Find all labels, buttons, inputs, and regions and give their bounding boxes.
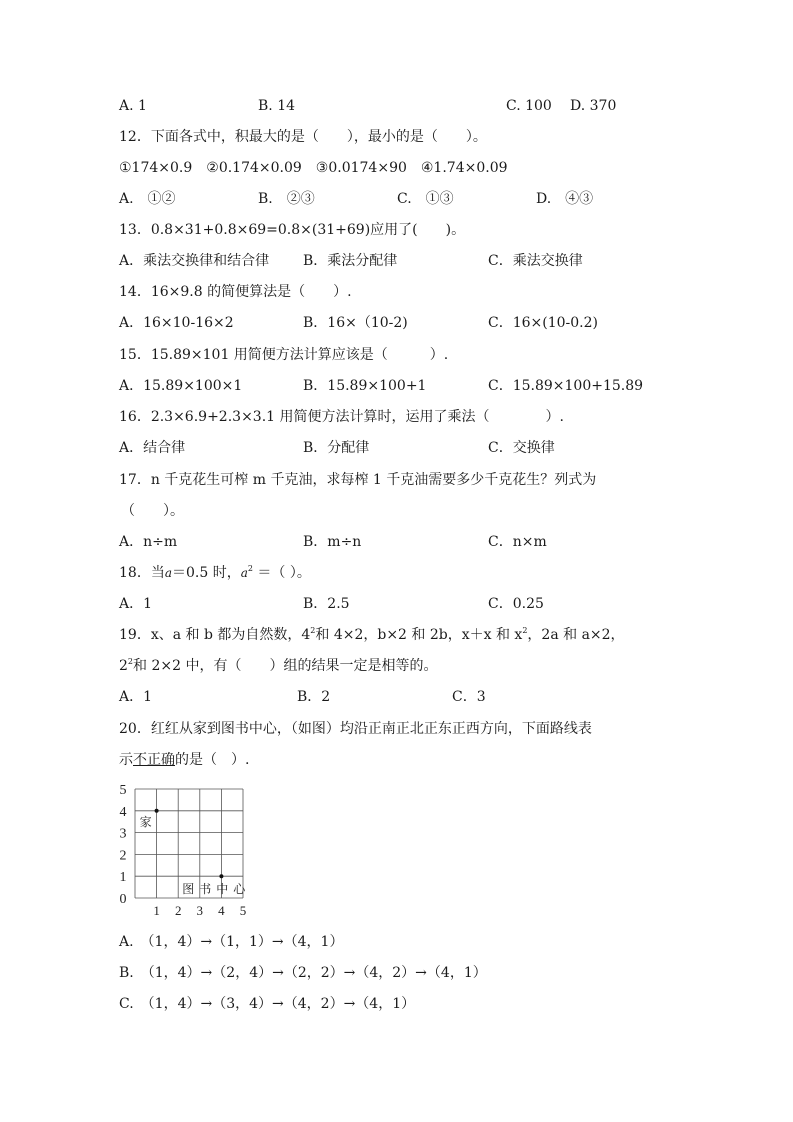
q20-stem-line1: 20．红红从家到图书中心，（如图）均沿正南正北正东正西方向，下面路线表 bbox=[119, 721, 592, 737]
q14-option-b: B．16×（10-2) bbox=[303, 315, 408, 331]
y-tick-label: 1 bbox=[119, 870, 127, 886]
q15-option-c: C．15.89×100+15.89 bbox=[488, 378, 644, 394]
y-tick-label: 2 bbox=[119, 848, 127, 864]
q11-option-b: B. 14 bbox=[258, 98, 296, 114]
x-axis-ticks bbox=[153, 903, 246, 918]
q19-l1-a: 19．x、a 和 b 都为自然数，4 bbox=[119, 627, 311, 643]
q14-stem: 14．16×9.8 的简便算法是（ ）. bbox=[119, 284, 352, 300]
q18-prefix: 18．当 bbox=[119, 565, 165, 581]
q14-option-c: C．16×(10-0.2) bbox=[488, 315, 598, 331]
home-point bbox=[155, 809, 159, 813]
q18-var-a2: a bbox=[240, 566, 248, 580]
q12-option-d: D. ④③ bbox=[536, 191, 594, 207]
q18-suffix: ＝（ ）。 bbox=[257, 565, 311, 581]
q16-option-b: B．分配律 bbox=[303, 440, 370, 456]
q15-option-b: B．15.89×100+1 bbox=[303, 378, 427, 394]
x-tick-label: 2 bbox=[174, 903, 182, 918]
q20-stem-line2 bbox=[119, 750, 249, 770]
q20-option-c: C. （1，4）→（3，4）→（4，2）→（4，1） bbox=[119, 996, 416, 1012]
q20-l2-a: 示 bbox=[119, 752, 133, 768]
q17-option-c: C．n×m bbox=[488, 534, 547, 550]
q17-option-b: B．m÷n bbox=[303, 534, 362, 550]
library-label: 图书中心 bbox=[182, 882, 251, 896]
q11-option-a: A. 1 bbox=[119, 98, 147, 114]
y-tick-label: 4 bbox=[119, 804, 127, 820]
q19-l2-b: 和 2×2 中，有（ ）组的结果一定是相等的。 bbox=[133, 658, 438, 674]
y-tick-label: 5 bbox=[119, 783, 127, 798]
q20-underlined: 不正确 bbox=[133, 752, 175, 768]
q13-option-a: A．乘法交换律和结合律 bbox=[119, 253, 270, 269]
q19-l1-b: 和 4×2，b×2 和 2b，x＋x 和 x bbox=[315, 627, 523, 643]
q20-l2-b: 的是（ ）. bbox=[175, 752, 250, 768]
x-tick-label: 5 bbox=[239, 903, 247, 918]
q16-stem: 16．2.3×6.9+2.3×3.1 用简便方法计算时，运用了乘法（ ）. bbox=[119, 409, 564, 425]
q20-option-b: B. （1，4）→（2，4）→（2，2）→（4，2）→（4，1） bbox=[119, 965, 487, 981]
q18-stem bbox=[119, 563, 311, 583]
q12-option-b: B. ②③ bbox=[258, 191, 315, 207]
q14-option-a: A．16×10-16×2 bbox=[119, 315, 234, 331]
q13-option-b: B．乘法分配律 bbox=[303, 253, 398, 269]
q16-option-a: A．结合律 bbox=[119, 440, 186, 456]
q12-items: ①174×0.9 ②0.174×0.09 ③0.0174×90 ④1.74×0.09 bbox=[119, 160, 508, 176]
y-tick-label: 0 bbox=[119, 892, 127, 907]
q19-option-b: B．2 bbox=[297, 689, 331, 705]
coordinate-grid-figure bbox=[110, 780, 270, 920]
q19-l2-sup: 2 bbox=[127, 657, 134, 666]
x-tick-label: 4 bbox=[218, 903, 225, 918]
q19-option-a: A．1 bbox=[119, 689, 153, 705]
q12-stem: 12．下面各式中，积最大的是（ ），最小的是（ ）。 bbox=[119, 129, 487, 145]
q17-stem-line2: （ ）。 bbox=[121, 503, 184, 519]
q13-stem: 13．0.8×31+0.8×69=0.8×(31+69)应用了( )。 bbox=[119, 222, 466, 238]
y-tick-label: 3 bbox=[119, 826, 127, 842]
q16-option-c: C．交换律 bbox=[488, 440, 555, 456]
q12-option-a: A. ①② bbox=[119, 191, 176, 207]
q19-l1-sup1: 2 bbox=[310, 626, 316, 635]
q19-stem-line2 bbox=[119, 656, 437, 676]
x-tick-label: 3 bbox=[196, 903, 204, 918]
q19-l2-a: 2 bbox=[119, 658, 128, 674]
q18-option-a: A．1 bbox=[119, 596, 153, 612]
q20-option-a: A. （1，4）→（1，1）→（4，1） bbox=[119, 934, 344, 950]
q12-option-c: C. ①③ bbox=[397, 191, 454, 207]
q13-option-c: C．乘法交换律 bbox=[488, 253, 583, 269]
q11-option-c: C. 100 bbox=[506, 98, 552, 114]
q11-option-d: D. 370 bbox=[570, 98, 617, 114]
q19-option-c: C．3 bbox=[452, 689, 486, 705]
library-point bbox=[219, 874, 223, 878]
q17-stem-line1: 17．n 千克花生可榨 m 千克油，求每榨 1 千克油需要多少千克花生？列式为 bbox=[119, 472, 597, 488]
q18-var-a: a bbox=[164, 566, 172, 580]
q18-exponent: 2 bbox=[247, 564, 253, 573]
x-tick-label: 1 bbox=[153, 903, 160, 918]
y-axis-ticks bbox=[120, 783, 127, 907]
home-label: 家 bbox=[139, 814, 152, 829]
q17-option-a: A．n÷m bbox=[119, 534, 178, 550]
q18-mid: ＝0.5 时， bbox=[171, 565, 241, 581]
grid-points bbox=[140, 809, 251, 896]
q15-option-a: A．15.89×100×1 bbox=[119, 378, 243, 394]
q15-stem: 15．15.89×101 用简便方法计算应该是（ ）. bbox=[119, 347, 449, 363]
q19-l1-c: ，2a 和 a×2， bbox=[527, 627, 625, 643]
q19-l1-sup2: 2 bbox=[522, 626, 528, 635]
q19-stem-line1 bbox=[119, 625, 625, 645]
q18-option-b: B．2.5 bbox=[303, 596, 350, 612]
q18-option-c: C．0.25 bbox=[488, 596, 544, 612]
